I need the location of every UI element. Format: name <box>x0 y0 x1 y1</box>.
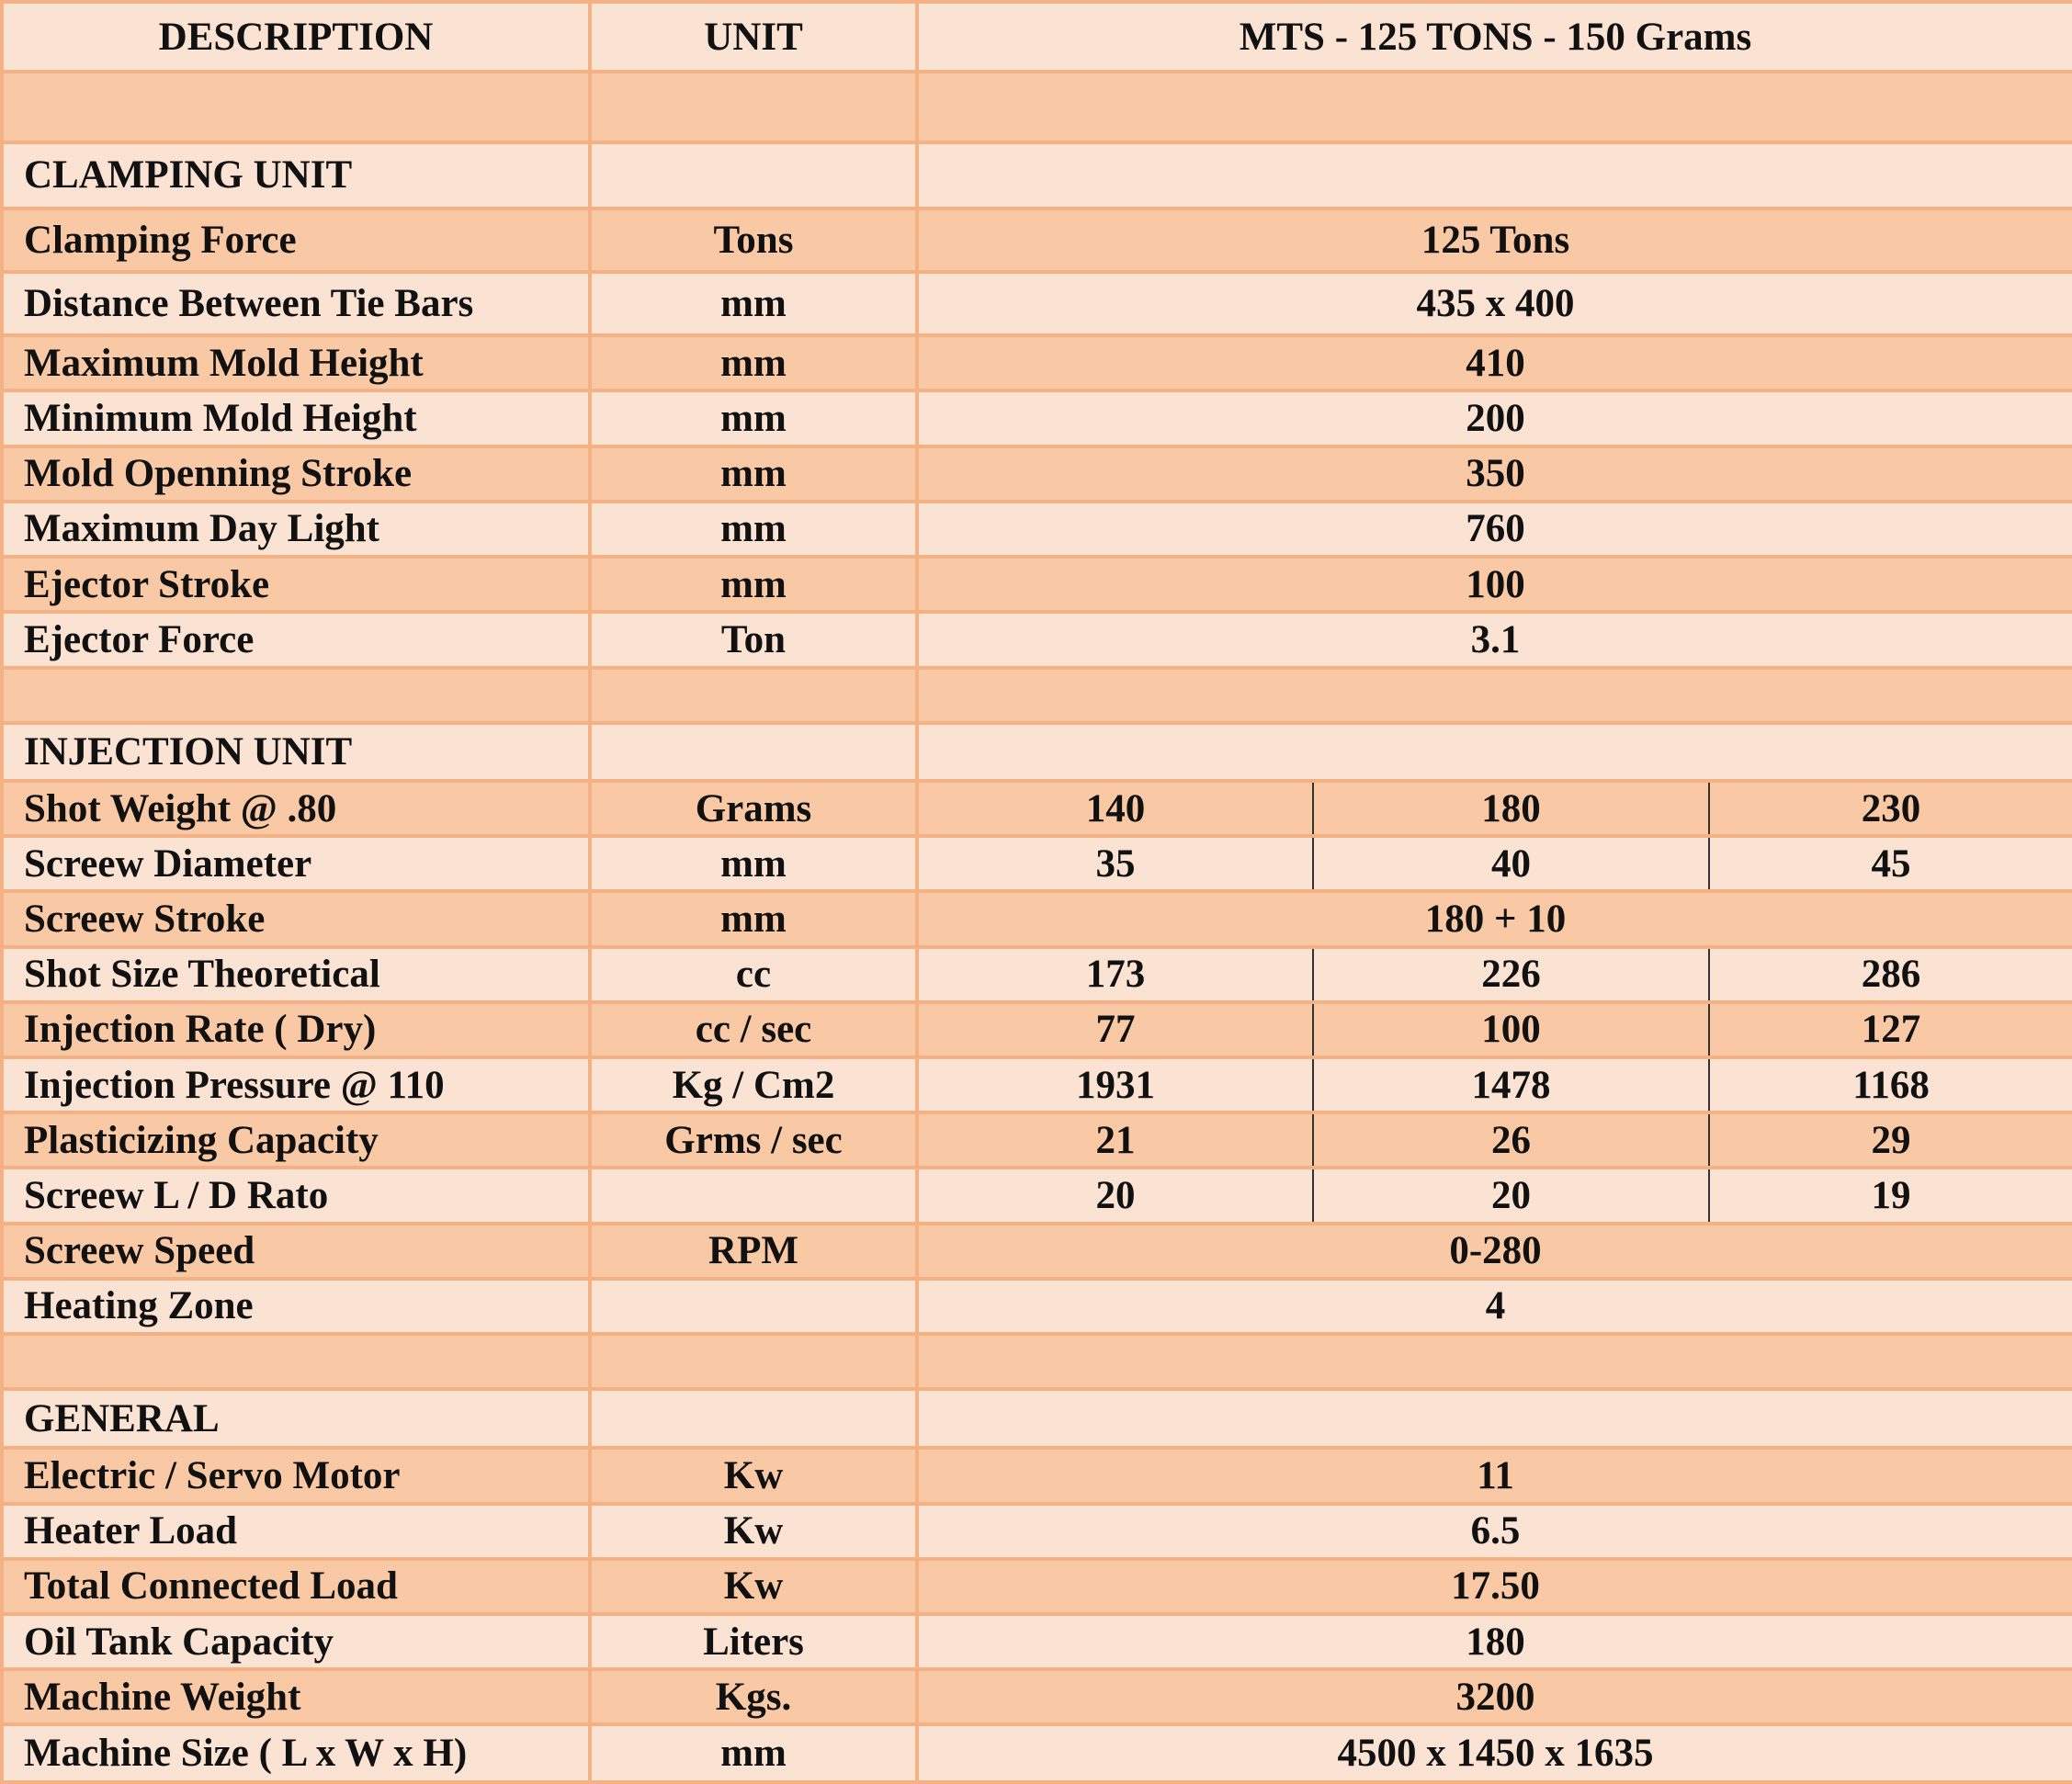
row-description: Oil Tank Capacity <box>2 1614 590 1669</box>
table-row <box>2 947 2072 1002</box>
row-value-2: 40 <box>1313 836 1709 891</box>
row-value: 0-280 <box>917 1224 2072 1279</box>
table-row <box>2 272 2072 335</box>
section-title-injection: INJECTION UNIT <box>2 723 590 781</box>
table-row <box>2 335 2072 390</box>
section-row-general <box>2 1389 2072 1448</box>
row-description: Clamping Force <box>2 209 590 272</box>
row-value-1: 35 <box>917 836 1313 891</box>
row-description: Electric / Servo Motor <box>2 1448 590 1503</box>
row-description: Plasticizing Capacity <box>2 1112 590 1168</box>
row-description: Mold Openning Stroke <box>2 446 590 502</box>
row-value: 11 <box>917 1448 2072 1503</box>
row-unit: mm <box>590 335 917 390</box>
row-unit: Grams <box>590 781 917 836</box>
table-row <box>2 502 2072 557</box>
row-unit: Kg / Cm2 <box>590 1057 917 1112</box>
row-unit: Ton <box>590 612 917 667</box>
row-unit: mm <box>590 557 917 612</box>
row-unit: mm <box>590 446 917 502</box>
table-row <box>2 1559 2072 1614</box>
row-unit: mm <box>590 1724 917 1782</box>
row-unit: mm <box>590 891 917 946</box>
row-value: 6.5 <box>917 1504 2072 1559</box>
table-row <box>2 1724 2072 1782</box>
row-value: 4 <box>917 1279 2072 1334</box>
row-value-1: 77 <box>917 1002 1313 1057</box>
row-value-3: 29 <box>1709 1112 2072 1168</box>
section-title-clamping: CLAMPING UNIT <box>2 142 590 209</box>
row-description: Ejector Stroke <box>2 557 590 612</box>
row-value: 3.1 <box>917 612 2072 667</box>
table-row <box>2 557 2072 612</box>
row-value-3: 127 <box>1709 1002 2072 1057</box>
spacer-row <box>2 1334 2072 1389</box>
table-row <box>2 1112 2072 1168</box>
row-value-2: 26 <box>1313 1112 1709 1168</box>
table-row <box>2 612 2072 667</box>
row-unit: Tons <box>590 209 917 272</box>
section-title-general: GENERAL <box>2 1389 590 1448</box>
row-description: Screew Diameter <box>2 836 590 891</box>
row-description: Ejector Force <box>2 612 590 667</box>
row-unit: Kgs. <box>590 1669 917 1724</box>
row-unit <box>590 1279 917 1334</box>
table-row <box>2 390 2072 446</box>
row-value: 435 x 400 <box>917 272 2072 335</box>
row-value-2: 20 <box>1313 1168 1709 1223</box>
row-value: 3200 <box>917 1669 2072 1724</box>
row-description: Screew Speed <box>2 1224 590 1279</box>
row-description: Total Connected Load <box>2 1559 590 1614</box>
row-unit: mm <box>590 502 917 557</box>
row-value: 4500 x 1450 x 1635 <box>917 1724 2072 1782</box>
row-unit <box>590 1168 917 1223</box>
row-description: Heater Load <box>2 1504 590 1559</box>
row-unit: mm <box>590 272 917 335</box>
table-row <box>2 1669 2072 1724</box>
row-value-3: 286 <box>1709 947 2072 1002</box>
row-unit: mm <box>590 390 917 446</box>
row-value: 180 + 10 <box>917 891 2072 946</box>
row-value-2: 100 <box>1313 1002 1709 1057</box>
row-description: Shot Size Theoretical <box>2 947 590 1002</box>
row-value: 350 <box>917 446 2072 502</box>
table-row <box>2 891 2072 946</box>
spacer-row <box>2 72 2072 141</box>
table-row <box>2 836 2072 891</box>
row-unit: Kw <box>590 1504 917 1559</box>
table-row <box>2 209 2072 272</box>
unit-column-header: UNIT <box>590 2 917 72</box>
row-value-1: 173 <box>917 947 1313 1002</box>
row-unit: Grms / sec <box>590 1112 917 1168</box>
table-row <box>2 1002 2072 1057</box>
table-row <box>2 1448 2072 1503</box>
row-value: 760 <box>917 502 2072 557</box>
row-unit: Kw <box>590 1559 917 1614</box>
row-unit: mm <box>590 836 917 891</box>
table-row <box>2 446 2072 502</box>
table-row <box>2 1168 2072 1223</box>
row-description: Shot Weight @ .80 <box>2 781 590 836</box>
row-description: Injection Pressure @ 110 <box>2 1057 590 1112</box>
row-value-3: 230 <box>1709 781 2072 836</box>
model-column-header: MTS - 125 TONS - 150 Grams <box>917 2 2072 72</box>
table-row <box>2 1504 2072 1559</box>
row-value-3: 1168 <box>1709 1057 2072 1112</box>
row-value-2: 1478 <box>1313 1057 1709 1112</box>
row-unit: Kw <box>590 1448 917 1503</box>
row-value: 200 <box>917 390 2072 446</box>
table-header-row <box>2 2 2072 72</box>
spacer-row <box>2 668 2072 723</box>
row-value: 125 Tons <box>917 209 2072 272</box>
row-value-1: 20 <box>917 1168 1313 1223</box>
row-description: Machine Weight <box>2 1669 590 1724</box>
row-description: Maximum Mold Height <box>2 335 590 390</box>
row-value: 100 <box>917 557 2072 612</box>
table-row <box>2 1614 2072 1669</box>
row-value-3: 45 <box>1709 836 2072 891</box>
row-value-3: 19 <box>1709 1168 2072 1223</box>
row-description: Screew Stroke <box>2 891 590 946</box>
table-row <box>2 1279 2072 1334</box>
row-description: Screew L / D Rato <box>2 1168 590 1223</box>
table-row <box>2 781 2072 836</box>
row-value-1: 1931 <box>917 1057 1313 1112</box>
row-unit: cc / sec <box>590 1002 917 1057</box>
row-value: 180 <box>917 1614 2072 1669</box>
row-description: Machine Size ( L x W x H) <box>2 1724 590 1782</box>
row-description: Heating Zone <box>2 1279 590 1334</box>
row-value: 17.50 <box>917 1559 2072 1614</box>
row-description: Minimum Mold Height <box>2 390 590 446</box>
section-row-clamping <box>2 142 2072 209</box>
row-value-2: 180 <box>1313 781 1709 836</box>
row-description: Distance Between Tie Bars <box>2 272 590 335</box>
row-value-1: 21 <box>917 1112 1313 1168</box>
row-value-2: 226 <box>1313 947 1709 1002</box>
row-value: 410 <box>917 335 2072 390</box>
row-unit: Liters <box>590 1614 917 1669</box>
row-description: Injection Rate ( Dry) <box>2 1002 590 1057</box>
table-row <box>2 1057 2072 1112</box>
row-unit: cc <box>590 947 917 1002</box>
description-column-header: DESCRIPTION <box>2 2 590 72</box>
section-row-injection <box>2 723 2072 781</box>
table-row <box>2 1224 2072 1279</box>
row-unit: RPM <box>590 1224 917 1279</box>
row-description: Maximum Day Light <box>2 502 590 557</box>
row-value-1: 140 <box>917 781 1313 836</box>
